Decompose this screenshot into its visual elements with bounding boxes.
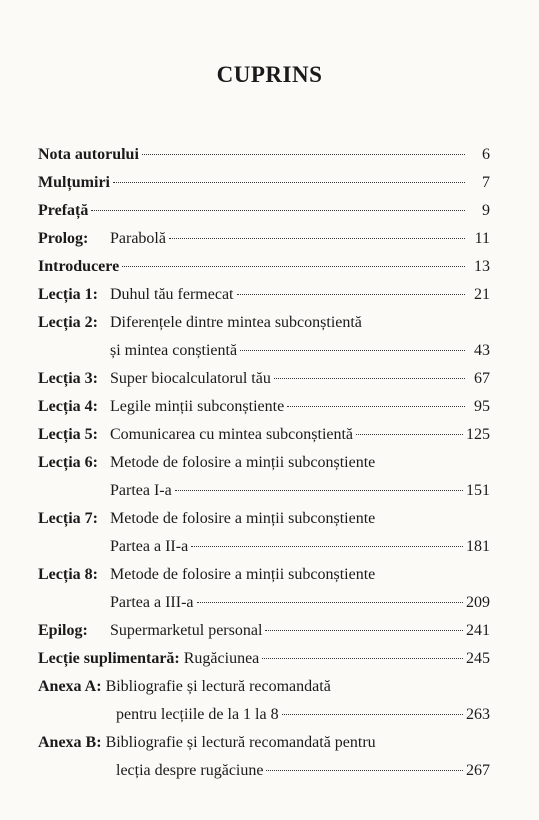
toc-entry-lectia-1[interactable] — [38, 281, 490, 309]
toc-entry-anexa-a[interactable] — [38, 673, 490, 729]
dot-leader — [356, 433, 463, 435]
toc-label: Lecția 4: — [38, 398, 98, 415]
toc-page-number: 151 — [466, 482, 490, 499]
toc-label: Epilog: — [38, 622, 88, 639]
toc-title: Bibliografie și lectură recomandată pentru — [105, 734, 376, 751]
toc-entry-lectia-2[interactable] — [38, 309, 490, 365]
toc-page-number: 209 — [466, 594, 490, 611]
toc-page-number: 13 — [474, 258, 490, 275]
dot-leader — [91, 209, 465, 211]
toc-page-number: 11 — [474, 230, 490, 247]
toc-title: Bibliografie și lectură recomandată — [105, 678, 331, 695]
toc-title: Duhul tău fermecat — [110, 286, 234, 303]
toc-page-number: 95 — [474, 398, 490, 415]
toc-label: Lecția 6: — [38, 454, 98, 471]
toc-entry-prolog[interactable] — [38, 225, 490, 253]
toc-title: Comunicarea cu mintea subconștientă — [110, 426, 354, 443]
toc-page-number: 125 — [466, 426, 490, 443]
toc-entry-lectia-8[interactable] — [38, 561, 490, 617]
toc-label: Anexa B: — [38, 734, 102, 751]
toc-page-number: 245 — [466, 650, 490, 667]
dot-leader — [197, 601, 464, 603]
toc-title: Legile minții subconștiente — [110, 398, 285, 415]
toc-page-number: 267 — [466, 762, 490, 779]
dot-leader — [274, 377, 465, 379]
toc-label: Lecția 5: — [38, 426, 98, 443]
toc-title-continued: pentru lecțiile de la 1 la 8 — [116, 706, 279, 723]
toc-title: Supermarketul personal — [110, 622, 263, 639]
toc-entry-anexa-b[interactable] — [38, 729, 490, 785]
toc-title: Diferențele dintre mintea subconștientă — [110, 314, 362, 331]
toc-entry-nota-autorului[interactable] — [38, 141, 490, 169]
toc-page-number: 21 — [474, 286, 490, 303]
toc-page-number: 181 — [466, 538, 490, 555]
toc-title: Metode de folosire a minții subconștiente — [110, 454, 376, 471]
toc-entry-lectie-suplimentara[interactable] — [38, 645, 490, 673]
toc-label: Lecția 2: — [38, 314, 98, 331]
dot-leader — [266, 769, 463, 771]
page-title: CUPRINS — [216, 62, 323, 87]
dot-leader — [113, 181, 465, 183]
toc-entry-epilog[interactable] — [38, 617, 490, 645]
toc-page-number: 67 — [474, 370, 490, 387]
dot-leader — [282, 713, 463, 715]
dot-leader — [262, 657, 463, 659]
toc-entry-lectia-3[interactable] — [38, 365, 490, 393]
toc-entry-prefata[interactable] — [38, 197, 490, 225]
toc-label: Prolog: — [38, 230, 89, 247]
toc-label: Introducere — [38, 258, 120, 275]
dot-leader — [175, 489, 463, 491]
toc-entry-lectia-7[interactable] — [38, 505, 490, 561]
toc-label: Prefață — [38, 202, 89, 219]
toc-label: Anexa A: — [38, 678, 102, 695]
dot-leader — [265, 629, 463, 631]
dot-leader — [237, 293, 466, 295]
toc-title-continued: Partea I-a — [110, 482, 172, 499]
toc-page-number: 7 — [482, 174, 490, 191]
toc-title-continued: Partea a II-a — [110, 538, 189, 555]
dot-leader — [142, 153, 465, 155]
dot-leader — [169, 237, 465, 239]
dot-leader — [240, 349, 465, 351]
toc-title: Metode de folosire a minții subconștiente — [110, 510, 376, 527]
toc-entry-lectia-6[interactable] — [38, 449, 490, 505]
toc-title: Super biocalculatorul tău — [110, 370, 271, 387]
toc-title: Metode de folosire a minții subconștiente — [110, 566, 376, 583]
toc-page-number: 9 — [482, 202, 490, 219]
toc-page-number: 241 — [466, 622, 490, 639]
toc-label: Lecția 8: — [38, 566, 98, 583]
toc-entry-lectia-5[interactable] — [38, 421, 490, 449]
toc-page-number: 263 — [466, 706, 490, 723]
toc-label: Lecția 7: — [38, 510, 98, 527]
toc-entry-lectia-4[interactable] — [38, 393, 490, 421]
toc-title: Parabolă — [110, 230, 166, 247]
toc-entry-multumiri[interactable] — [38, 169, 490, 197]
toc-entry-introducere[interactable] — [38, 253, 490, 281]
toc-page-number: 43 — [474, 342, 490, 359]
toc-label: Lecția 1: — [38, 286, 98, 303]
toc-label: Mulțumiri — [38, 174, 110, 191]
toc-label: Lecția 3: — [38, 370, 98, 387]
toc-title: Rugăciunea — [183, 650, 260, 667]
dot-leader — [191, 545, 463, 547]
dot-leader — [287, 405, 465, 407]
toc-label: Nota autorului — [38, 146, 139, 163]
dot-leader — [122, 265, 465, 267]
toc-label: Lecție suplimentară: — [38, 650, 180, 667]
toc-page-number: 6 — [482, 146, 490, 163]
toc-title-continued: lecția despre rugăciune — [116, 762, 264, 779]
toc-title-continued: și mintea conștientă — [110, 342, 238, 359]
toc-title-continued: Partea a III-a — [110, 594, 194, 611]
